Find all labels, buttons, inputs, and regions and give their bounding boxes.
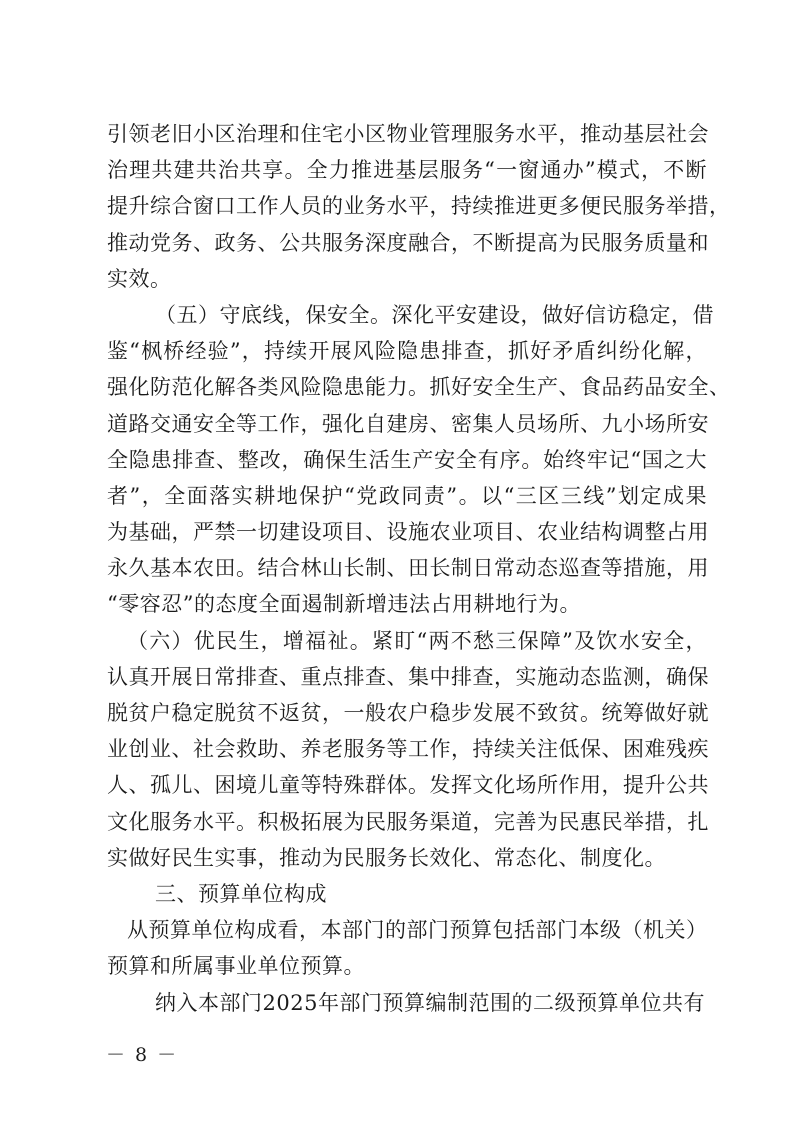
text-line: 提升综合窗口工作人员的业务水平，持续推进更多便民服务举措， [107, 194, 731, 219]
text-line: 鉴“枫桥经验”，持续开展风险隐患排查，抓好矛盾纠纷化解， [107, 339, 707, 364]
body-text [107, 116, 731, 1021]
text-line: 治理共建共治共享。全力推进基层服务“一窗通办”模式，不断 [107, 158, 707, 183]
text-line: 实做好民生实事，推动为民服务长效化、常态化、制度化。 [107, 845, 666, 870]
text-line: （五）守底线，保安全。深化平安建设，做好信访稳定，借 [155, 302, 714, 327]
paragraph [107, 623, 707, 876]
text-line: 人、孤儿、困境儿童等特殊群体。发挥文化场所作用，提升公共 [107, 773, 709, 798]
paragraph [107, 116, 731, 297]
paragraph [107, 297, 731, 623]
text-line: 永久基本农田。结合林山长制、田长制日常动态巡查等措施，用 [107, 556, 709, 581]
text-line: 道路交通安全等工作，强化自建房、密集人员场所、九小场所安 [107, 411, 709, 436]
text-line: 业创业、社会救助、养老服务等工作，持续关注低保、困难残疾 [107, 737, 709, 762]
text-line: 强化防范化解各类风险隐患能力。抓好安全生产、食品药品安全、 [107, 375, 731, 400]
page-number: － 8 － [106, 1044, 179, 1066]
text-line: 脱贫户稳定脱贫不返贫，一般农户稳步发展不致贫。统筹做好就 [107, 701, 709, 725]
text-line: 全隐患排查、整改，确保生活生产安全有序。始终牢记“国之大 [107, 447, 707, 472]
text-line: 从预算单位构成看，本部门的部门预算包括部门本级（机关） [127, 918, 708, 943]
paragraph [107, 985, 707, 1021]
text-line: 引领老旧小区治理和住宅小区物业管理服务水平，推动基层社会 [107, 122, 709, 146]
text-line: 文化服务水平。积极拓展为民服务渠道，完善为民惠民举措，扎 [107, 809, 709, 834]
text-line: 为基础，严禁一切建设项目、设施农业项目、农业结构调整占用 [107, 520, 709, 545]
paragraph [107, 912, 707, 984]
text-line: （六）优民生，增福祉。紧盯“两不愁三保障”及饮水安全， [127, 628, 707, 653]
text-line: “零容忍”的态度全面遏制新增违法占用耕地行为。 [107, 592, 581, 617]
text-line: 纳入本部门2025年部门预算编制范围的二级预算单位共有 [155, 990, 705, 1015]
text-line: 者”，全面落实耕地保护“党政同责”。以“三区三线”划定成果 [107, 483, 707, 508]
text-line: 实效。 [107, 266, 172, 291]
text-line: 认真开展日常排查、重点排查、集中排查，实施动态监测，确保 [107, 664, 709, 689]
text-line: 三、预算单位构成 [155, 881, 327, 906]
text-line: 预算和所属事业单位预算。 [107, 954, 365, 979]
paragraph [107, 876, 707, 912]
text-line: 推动党务、政务、公共服务深度融合，不断提高为民服务质量和 [107, 230, 709, 255]
